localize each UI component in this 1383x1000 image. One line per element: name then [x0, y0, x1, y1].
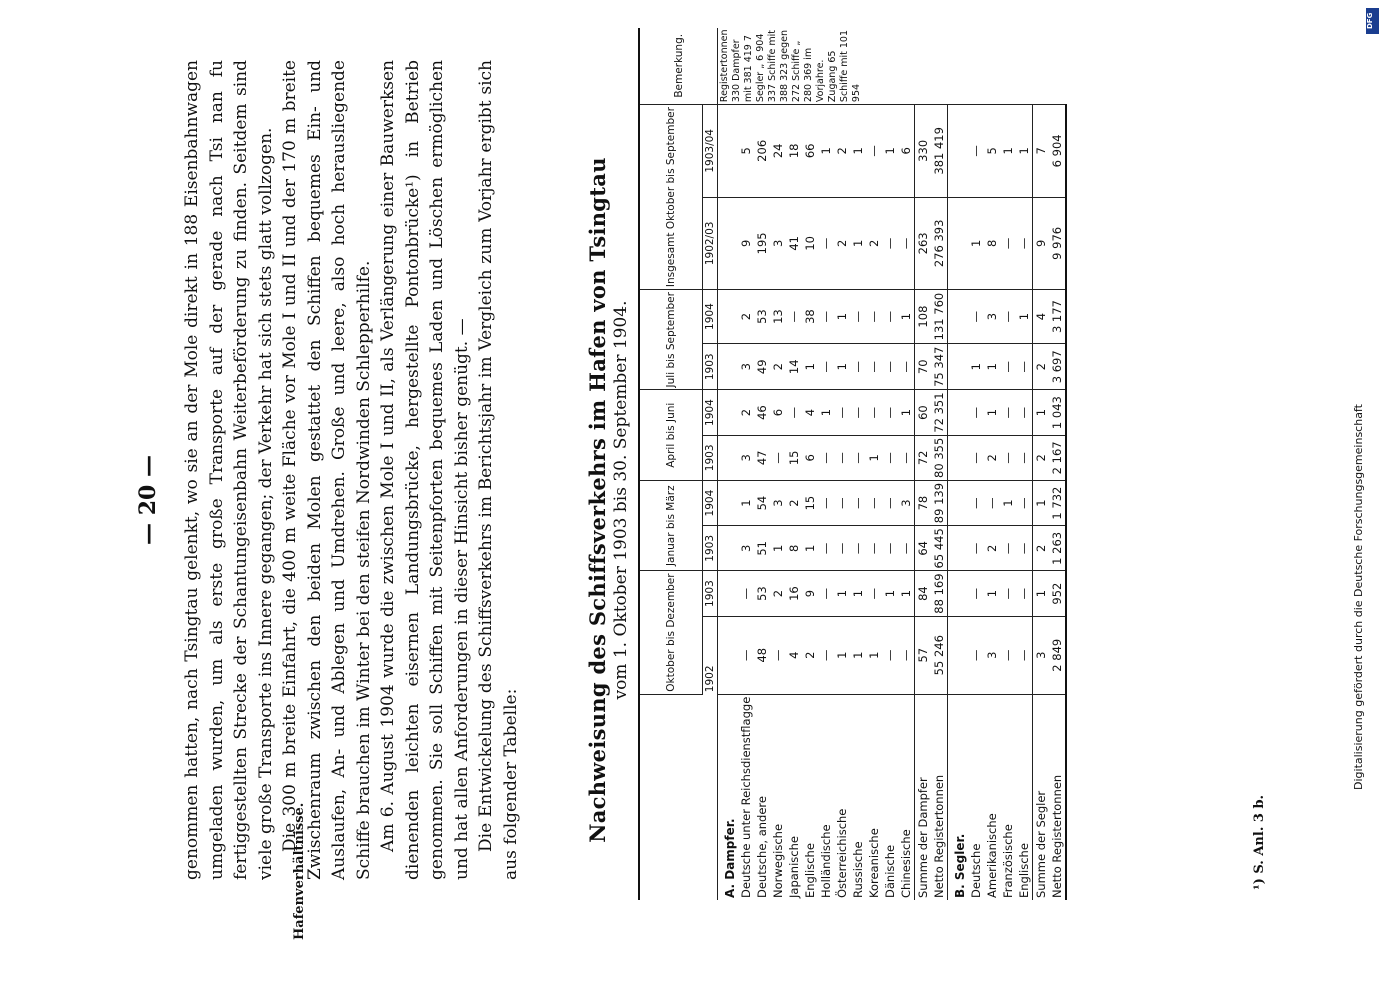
table-cell: — — [818, 480, 834, 525]
paragraph: genommen hatten, nach Tsingtau gelenkt, wo sie an der Mole direkt in 188 Eisenbahnwagen umgeladen wurden, um als erste große Transporte auf der gerade nach Tsi nan fu fertiggestellten Strecke der Schantungeisenbahn Weiterbeförderung zu finden. Seitdem sind viele große Transporte ins Innere gegangen; der Verkehr hat sich stets glatt vollzogen. — [182, 60, 276, 880]
table-cell: 51 — [754, 526, 770, 571]
table-cell: — — [866, 390, 882, 435]
year-header: 1903/04 — [703, 105, 718, 198]
table-cell: 276 393 — [931, 197, 948, 290]
table-cell: — — [866, 344, 882, 390]
table-cell: — — [818, 571, 834, 616]
row-label: Norwegische — [771, 823, 785, 898]
table-cell: 1 — [834, 344, 850, 390]
row-label: Chinesische — [899, 829, 913, 898]
table-cell: 1 — [850, 197, 866, 290]
table-cell: — — [898, 616, 915, 694]
table-row — [866, 28, 882, 900]
table-cell: 1 — [834, 616, 850, 694]
table-cell: — — [818, 616, 834, 694]
row-label: Japanische — [787, 836, 801, 898]
year-header: 1902/03 — [703, 197, 718, 290]
table-cell: — — [834, 526, 850, 571]
table-cell: 2 — [1033, 526, 1050, 571]
shipping-table — [638, 28, 1067, 900]
table-cell: 1 — [984, 390, 1000, 435]
period-header: April bis Juni — [639, 390, 703, 481]
table-cell: — — [1000, 526, 1016, 571]
table-cell: 3 177 — [1049, 290, 1066, 344]
table-cell: 9 — [738, 197, 754, 290]
table-cell: — — [968, 105, 984, 198]
empty-cell — [718, 616, 739, 694]
table-row — [915, 28, 932, 900]
empty-cell — [718, 435, 739, 480]
table-cell: 84 — [915, 571, 932, 616]
table-row — [931, 28, 948, 900]
table-cell: — — [834, 435, 850, 480]
table-cell: — — [968, 616, 984, 694]
table-cell: 195 — [754, 197, 770, 290]
table-cell: 4 — [802, 390, 818, 435]
table-cell: 1 — [818, 390, 834, 435]
table-cell: — — [1016, 390, 1033, 435]
row-label: Summe der Segler — [1033, 694, 1050, 900]
period-header: Insgesamt Oktober bis September — [639, 105, 703, 290]
table-cell: 1 — [898, 290, 915, 344]
paragraph: Am 6. August 1904 wurde die zwischen Mole I und II, als Verlängerung einer Bauwerksen dienenden leichten eisernen Landungsbrücke, hergestellte Pontonbrücke¹) in Betrieb genommen. Sie soll Schiffen mit Seitenpforten bequemes Laden und Löschen ermöglichen und hat allen Anforderungen in dieser Hinsicht bisher genügt. — — [378, 60, 472, 880]
table-cell: 72 — [915, 435, 932, 480]
table-cell: 55 246 — [931, 616, 948, 694]
table-cell: 1 — [1033, 390, 1050, 435]
table-row — [834, 28, 850, 900]
row-label: Deutsche, andere — [755, 796, 769, 898]
table-cell: 38 — [802, 290, 818, 344]
table-cell: — — [882, 435, 898, 480]
table-row — [984, 28, 1000, 900]
table-cell: — — [898, 344, 915, 390]
row-label: Dänische — [883, 844, 897, 898]
row-label: Summe der Dampfer — [915, 694, 932, 900]
table-cell: — — [1000, 616, 1016, 694]
table-cell: 1 — [968, 197, 984, 290]
row-label: Deutsche unter Reichsdienstflagge — [739, 696, 753, 898]
table-cell: 5 — [984, 105, 1000, 198]
table-cell: — — [882, 344, 898, 390]
table-cell: — — [1016, 616, 1033, 694]
row-label: Netto Registertonnen — [1049, 694, 1066, 900]
table-cell: 3 — [738, 344, 754, 390]
table-cell: 2 — [1033, 435, 1050, 480]
period-header: Juli bis September — [639, 290, 703, 390]
table-cell: 1 — [850, 105, 866, 198]
table-cell: 48 — [754, 616, 770, 694]
table-cell: 1 — [882, 571, 898, 616]
table-cell: 15 — [786, 435, 802, 480]
table-cell: — — [786, 290, 802, 344]
table-cell: — — [818, 435, 834, 480]
table-cell: — — [1000, 344, 1016, 390]
table-cell: 1 — [866, 435, 882, 480]
table-subtitle: vom 1. Oktober 1903 bis 30. September 1904. — [611, 300, 631, 700]
section-label: B. Segler. — [953, 833, 967, 898]
table-cell: 6 — [898, 105, 915, 198]
table-cell: 1 — [802, 344, 818, 390]
table-cell: — — [968, 435, 984, 480]
table-row — [1049, 28, 1066, 900]
table-cell: — — [898, 197, 915, 290]
table-cell: 1 — [882, 105, 898, 198]
table-cell: 3 — [984, 616, 1000, 694]
empty-cell — [948, 480, 969, 525]
empty-cell — [718, 344, 739, 390]
table-cell: 1 — [1000, 480, 1016, 525]
table-cell: 2 — [1033, 344, 1050, 390]
table-cell: — — [968, 526, 984, 571]
table-cell: — — [738, 571, 754, 616]
table-row — [968, 28, 984, 900]
table-cell: 206 — [754, 105, 770, 198]
table-cell: 41 — [786, 197, 802, 290]
table-cell: 8 — [786, 526, 802, 571]
table-row — [818, 28, 834, 900]
table-cell: — — [850, 390, 866, 435]
table-cell: 3 — [738, 526, 754, 571]
table-cell: — — [968, 290, 984, 344]
table-cell: 49 — [754, 344, 770, 390]
table-cell: — — [882, 197, 898, 290]
table-cell: — — [818, 290, 834, 344]
table-cell: 5 — [738, 105, 754, 198]
table-cell: 3 — [898, 480, 915, 525]
row-label: Französische — [1001, 824, 1015, 898]
table-cell: — — [866, 105, 882, 198]
table-cell: 9 — [1033, 197, 1050, 290]
empty-cell — [948, 435, 969, 480]
empty-cell — [948, 105, 969, 198]
table-cell: — — [818, 197, 834, 290]
table-row — [802, 28, 818, 900]
table-cell: 2 — [738, 290, 754, 344]
table-cell: 2 — [834, 197, 850, 290]
table-cell: — — [786, 390, 802, 435]
empty-cell — [718, 105, 739, 198]
empty-cell — [948, 390, 969, 435]
section-b-row — [948, 28, 969, 900]
table-cell: — — [968, 390, 984, 435]
table-cell: 2 — [770, 344, 786, 390]
table-cell: 88 169 — [931, 571, 948, 616]
table-cell: 3 — [1033, 616, 1050, 694]
period-header: Januar bis März — [639, 480, 703, 571]
table-cell: 2 849 — [1049, 616, 1066, 694]
empty-cell — [948, 197, 969, 290]
table-cell: 2 — [770, 571, 786, 616]
year-header: 1904 — [703, 480, 718, 525]
table-row — [770, 28, 786, 900]
empty-cell — [718, 197, 739, 290]
empty-cell — [718, 390, 739, 435]
table-cell: 4 — [786, 616, 802, 694]
table-cell: 18 — [786, 105, 802, 198]
table-cell: 263 — [915, 197, 932, 290]
table-cell: 1 732 — [1049, 480, 1066, 525]
table-cell: 1 — [984, 344, 1000, 390]
dfg-logo: DFG — [1366, 8, 1379, 34]
table-cell: 2 — [834, 105, 850, 198]
row-label: Österreichische — [835, 808, 849, 898]
table-cell: 78 — [915, 480, 932, 525]
table-cell: 80 355 — [931, 435, 948, 480]
table-cell: 1 — [898, 390, 915, 435]
empty-cell — [718, 480, 739, 525]
table-cell: 64 — [915, 526, 932, 571]
paragraph: Die 300 m breite Einfahrt, die 400 m weite Fläche vor Mole I und II und der 170 m breite Zwischenraum zwischen den beiden Molen gestattet den Schiffen bequemes Ein- und Auslaufen, An- und Ablegen und Umdrehen. Große und leere, also hoch herausliegende Schiffe brauchen im Winter bei den steifen Nordwinden Schlepperhilfe. — [280, 60, 374, 880]
table-cell: 1 — [770, 526, 786, 571]
table-cell: — — [770, 435, 786, 480]
table-cell: — — [1000, 571, 1016, 616]
table-cell: 2 — [786, 480, 802, 525]
table-cell: — — [1000, 435, 1016, 480]
table-cell: 131 760 — [931, 290, 948, 344]
table-cell: 1 — [818, 105, 834, 198]
table-row — [738, 28, 754, 900]
year-header: 1904 — [703, 290, 718, 344]
body-text — [180, 60, 523, 880]
table-row — [1000, 28, 1016, 900]
table-cell: 6 904 — [1049, 105, 1066, 198]
table-row — [754, 28, 770, 900]
remarks-header: Bemerkung. — [639, 28, 718, 105]
table-cell: 1 263 — [1049, 526, 1066, 571]
table-cell: — — [850, 344, 866, 390]
table-cell: 1 — [834, 571, 850, 616]
row-label: Deutsche — [969, 843, 983, 898]
paragraph: Die Entwickelung des Schiffsverkehrs im Berichtsjahr im Vergleich zum Vorjahr ergibt sich aus folgender Tabelle: — [476, 60, 521, 880]
table-cell: 65 445 — [931, 526, 948, 571]
table-cell: — — [1016, 197, 1033, 290]
table-cell: — — [1016, 480, 1033, 525]
table-cell: 1 — [1033, 571, 1050, 616]
table-cell: — — [866, 290, 882, 344]
empty-cell — [948, 571, 969, 616]
table-cell: — — [1000, 290, 1016, 344]
table-cell: 6 — [802, 435, 818, 480]
table-cell: 1 — [1000, 105, 1016, 198]
empty-cell — [948, 290, 969, 344]
section-label: A. Dampfer. — [723, 818, 737, 898]
table-cell: — — [882, 480, 898, 525]
table-cell: 53 — [754, 290, 770, 344]
table-row — [1016, 28, 1033, 900]
table-cell: — — [1016, 344, 1033, 390]
table-cell: 3 — [738, 435, 754, 480]
table-cell: — — [1016, 526, 1033, 571]
table-cell: 53 — [754, 571, 770, 616]
table-cell: 1 — [898, 571, 915, 616]
table-cell: 2 — [984, 526, 1000, 571]
table-cell: — — [1000, 390, 1016, 435]
table-cell: 24 — [770, 105, 786, 198]
row-label: Holländische — [819, 824, 833, 898]
remarks-note: Registertonnen 330 Dampfer mit 381 419 7 Segler „ 6 904 337 Schiffe mit 388 323 gegen 272 Schiffe „ 280 369 im Vorjahre. Zugang 65 Schiffe mit 101 954 — [718, 28, 1067, 105]
table-cell: 75 347 — [931, 344, 948, 390]
table-cell: — — [882, 616, 898, 694]
table-cell: — — [882, 526, 898, 571]
table-cell: 2 — [738, 390, 754, 435]
table-cell: — — [882, 390, 898, 435]
table-cell: — — [866, 526, 882, 571]
table-cell: 72 351 — [931, 390, 948, 435]
year-header: 1902 — [703, 616, 718, 694]
table-cell: 13 — [770, 290, 786, 344]
table-cell: 1 — [866, 616, 882, 694]
table-cell: 70 — [915, 344, 932, 390]
table-cell: 3 — [770, 197, 786, 290]
table-cell: 1 — [834, 290, 850, 344]
empty-cell — [718, 290, 739, 344]
table-cell: 2 — [802, 616, 818, 694]
empty-cell — [718, 526, 739, 571]
funding-notice: Digitalisierung gefördert durch die Deutsche Forschungsgemeinschaft — [1352, 404, 1365, 790]
table-cell: 54 — [754, 480, 770, 525]
table-cell: 2 — [866, 197, 882, 290]
table-cell: 47 — [754, 435, 770, 480]
row-label: Englische — [1017, 843, 1031, 898]
footnote: ¹) S. Anl. 3 b. — [1252, 794, 1267, 890]
row-label: Netto Registertonnen — [931, 694, 948, 900]
margin-note: Hafenverhältnisse. — [292, 802, 307, 940]
table-cell: 57 — [915, 616, 932, 694]
table-cell: — — [850, 480, 866, 525]
table-cell: 381 419 — [931, 105, 948, 198]
table-cell: 1 043 — [1049, 390, 1066, 435]
year-header: 1903 — [703, 344, 718, 390]
table-cell: 16 — [786, 571, 802, 616]
table-cell: — — [834, 480, 850, 525]
table-cell: — — [850, 290, 866, 344]
table-title: Nachweisung des Schiffsverkehrs im Hafen von Tsingtau — [585, 157, 610, 843]
table-cell: 1 — [1016, 105, 1033, 198]
table-cell: — — [898, 526, 915, 571]
table-cell: 89 139 — [931, 480, 948, 525]
table-cell: 4 — [1033, 290, 1050, 344]
table-cell: 10 — [802, 197, 818, 290]
year-header: 1903 — [703, 435, 718, 480]
table-cell: — — [984, 480, 1000, 525]
table-cell: 1 — [850, 571, 866, 616]
page-number: — 20 — — [135, 455, 161, 545]
year-header: 1903 — [703, 526, 718, 571]
empty-cell — [718, 571, 739, 616]
table-row — [882, 28, 898, 900]
table-cell: 3 697 — [1049, 344, 1066, 390]
table-cell: 7 — [1033, 105, 1050, 198]
table-cell: — — [866, 480, 882, 525]
table-cell: 1 — [802, 526, 818, 571]
table-cell: — — [738, 616, 754, 694]
table-cell: 9 976 — [1049, 197, 1066, 290]
table-cell: 952 — [1049, 571, 1066, 616]
table-cell: 1 — [738, 480, 754, 525]
table-cell: — — [818, 526, 834, 571]
table-cell: 3 — [984, 290, 1000, 344]
table-row — [898, 28, 915, 900]
table-cell: 6 — [770, 390, 786, 435]
table-row — [786, 28, 802, 900]
table-corner — [639, 694, 718, 900]
table-cell: 1 — [984, 571, 1000, 616]
year-header: 1903 — [703, 571, 718, 616]
table-row — [1033, 28, 1050, 900]
row-label: Russische — [851, 841, 865, 898]
table-cell: 8 — [984, 197, 1000, 290]
section-a-row — [718, 28, 739, 900]
table-cell: 2 — [984, 435, 1000, 480]
table-cell: — — [968, 571, 984, 616]
table-cell: — — [882, 290, 898, 344]
table-cell: — — [850, 526, 866, 571]
table-cell: 15 — [802, 480, 818, 525]
table-cell: — — [850, 435, 866, 480]
table-cell: 46 — [754, 390, 770, 435]
table-cell: — — [770, 616, 786, 694]
period-header: Oktober bis Dezember — [639, 571, 703, 694]
table-cell: — — [818, 344, 834, 390]
table-cell: — — [968, 480, 984, 525]
table-cell: 60 — [915, 390, 932, 435]
table-cell: 1 — [850, 616, 866, 694]
table-cell: — — [866, 571, 882, 616]
row-label: Amerikanische — [985, 813, 999, 898]
year-header: 1904 — [703, 390, 718, 435]
empty-cell — [948, 344, 969, 390]
table-cell: 14 — [786, 344, 802, 390]
empty-cell — [948, 526, 969, 571]
table-cell: 66 — [802, 105, 818, 198]
table-body — [718, 28, 1067, 900]
table-cell: 1 — [1016, 290, 1033, 344]
table-cell: 9 — [802, 571, 818, 616]
table-cell: 108 — [915, 290, 932, 344]
table-cell: 3 — [770, 480, 786, 525]
table-cell: — — [834, 390, 850, 435]
table-cell: 1 — [968, 344, 984, 390]
table-cell: 2 167 — [1049, 435, 1066, 480]
table-row — [850, 28, 866, 900]
table-cell: — — [1016, 435, 1033, 480]
table-cell: — — [1000, 197, 1016, 290]
table-cell: 330 — [915, 105, 932, 198]
table-cell: — — [1016, 571, 1033, 616]
table-cell: 1 — [1033, 480, 1050, 525]
row-label: Englische — [803, 843, 817, 898]
empty-cell — [948, 616, 969, 694]
row-label: Koreanische — [867, 828, 881, 898]
table-cell: — — [898, 435, 915, 480]
